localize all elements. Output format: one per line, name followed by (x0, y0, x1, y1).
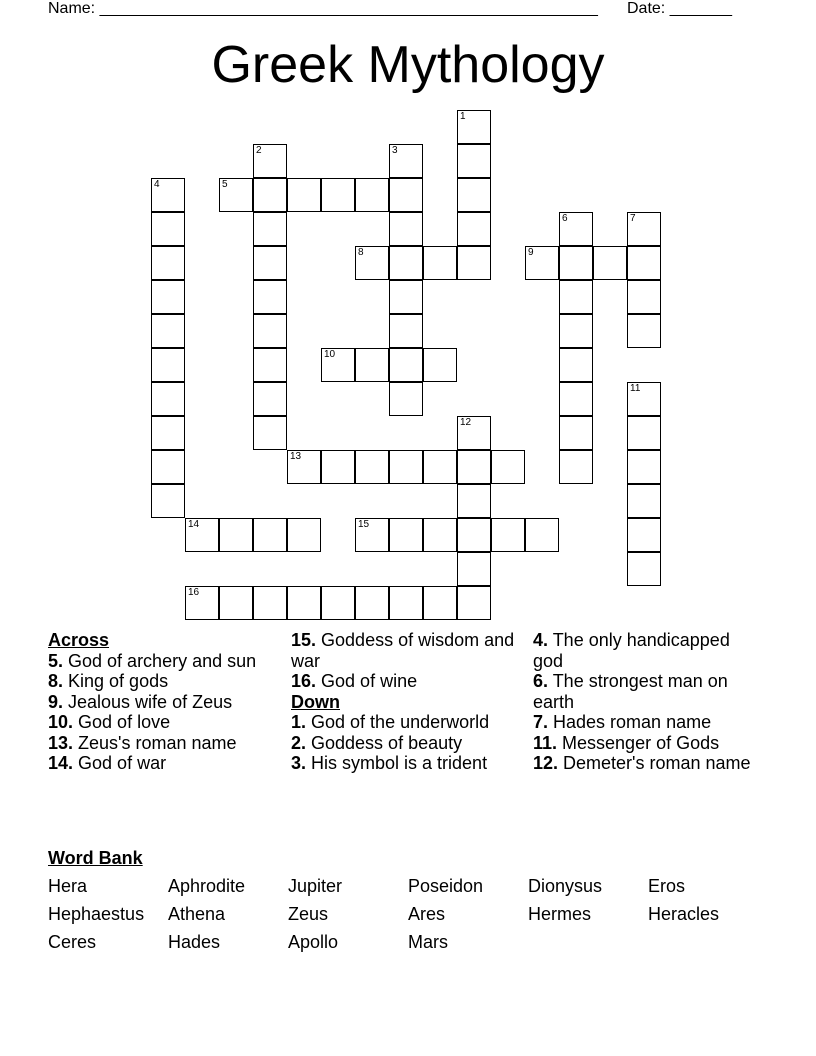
grid-cell[interactable] (627, 518, 661, 552)
across-clue (291, 630, 521, 671)
grid-cell[interactable] (321, 586, 355, 620)
grid-cell[interactable] (627, 450, 661, 484)
grid-cell[interactable] (253, 382, 287, 416)
clue-number: 7 (630, 213, 636, 224)
grid-cell[interactable] (559, 416, 593, 450)
grid-cell[interactable] (321, 348, 355, 382)
clue-text: God of the underworld (306, 712, 490, 732)
grid-cell[interactable] (627, 246, 661, 280)
grid-cell[interactable] (151, 178, 185, 212)
grid-cell[interactable] (321, 178, 355, 212)
clue-number: 12 (460, 417, 472, 428)
clue-number: 4 (154, 179, 160, 190)
down-clue (291, 712, 521, 733)
clue-number: 13 (290, 451, 302, 462)
clue-text: God of war (73, 753, 167, 773)
grid-cell[interactable] (253, 178, 287, 212)
grid-cell[interactable] (423, 246, 457, 280)
grid-cell[interactable] (355, 518, 389, 552)
grid-cell[interactable] (151, 484, 185, 518)
word-bank-item: Mars (408, 932, 448, 952)
grid-cell[interactable] (559, 246, 593, 280)
clue-text: God of love (73, 712, 171, 732)
word-bank-item: Apollo (288, 932, 339, 952)
clue-num: 2. (291, 732, 307, 753)
grid-cell[interactable] (253, 348, 287, 382)
clue-text: Goddess of beauty (306, 732, 463, 753)
clue-number: 14 (188, 519, 200, 530)
clue-number: 1 (460, 111, 466, 122)
clue-num: 11. (533, 732, 558, 753)
clues-column-2 (291, 630, 521, 774)
grid-cell[interactable] (185, 518, 219, 552)
clue-number: 15 (358, 519, 370, 530)
grid-cell[interactable] (627, 552, 661, 586)
name-label: Name: ________________________________________________________ (48, 0, 598, 17)
clue-num: 3. (291, 753, 307, 773)
grid-cell[interactable] (287, 450, 321, 484)
grid-cell[interactable] (253, 246, 287, 280)
down-clue (291, 733, 521, 754)
grid-cell[interactable] (559, 314, 593, 348)
clue-text: Hades roman name (548, 712, 712, 732)
word-bank-item: Hades (168, 932, 221, 952)
clues-column-3 (533, 630, 763, 774)
clue-text: God of wine (316, 671, 418, 691)
clue-number: 5 (222, 179, 228, 190)
grid-cell[interactable] (151, 314, 185, 348)
grid-cell[interactable] (627, 212, 661, 246)
clue-number: 10 (324, 349, 336, 360)
grid-cell[interactable] (457, 110, 491, 144)
down-clue (533, 753, 763, 774)
clue-num: 9. (48, 691, 64, 712)
grid-cell[interactable] (491, 450, 525, 484)
grid-cell[interactable] (627, 280, 661, 314)
clue-text: His symbol is a trident (306, 753, 488, 773)
clue-num: 4. (533, 630, 549, 650)
grid-cell[interactable] (389, 178, 423, 212)
grid-cell[interactable] (355, 178, 389, 212)
word-bank-heading: Word Bank (48, 848, 143, 868)
grid-cell[interactable] (457, 450, 491, 484)
grid-cell[interactable] (559, 450, 593, 484)
grid-cell[interactable] (151, 246, 185, 280)
clue-text: Goddess of wisdom and war (291, 630, 515, 671)
grid-cell[interactable] (151, 212, 185, 246)
grid-cell[interactable] (253, 416, 287, 450)
clue-num: 10. (48, 712, 74, 732)
grid-cell[interactable] (253, 144, 287, 178)
grid-cell[interactable] (627, 416, 661, 450)
down-clue (533, 733, 763, 754)
grid-cell[interactable] (389, 280, 423, 314)
word-bank-item: Ares (408, 904, 446, 924)
across-clue (48, 692, 278, 713)
across-clue (48, 671, 278, 692)
word-bank-item: Dionysus (528, 876, 603, 896)
clue-num: 1. (291, 712, 307, 732)
grid-cell[interactable] (559, 280, 593, 314)
grid-cell[interactable] (457, 416, 491, 450)
grid-cell[interactable] (253, 212, 287, 246)
grid-cell[interactable] (253, 314, 287, 348)
down-clue (533, 630, 763, 671)
grid-cell[interactable] (151, 450, 185, 484)
grid-cell[interactable] (389, 518, 423, 552)
clue-text: Demeter's roman name (558, 753, 751, 773)
word-bank-item: Eros (648, 876, 686, 896)
grid-cell[interactable] (627, 314, 661, 348)
grid-cell[interactable] (627, 382, 661, 416)
across-clue (48, 733, 278, 754)
grid-cell[interactable] (151, 348, 185, 382)
word-bank-item: Hephaestus (48, 904, 145, 924)
grid-cell[interactable] (287, 586, 321, 620)
grid-cell[interactable] (593, 246, 627, 280)
across-clue (291, 671, 521, 692)
clue-text: The strongest man on earth (533, 671, 728, 712)
word-bank-item: Hermes (528, 904, 592, 924)
clue-num: 13. (48, 732, 74, 753)
grid-cell[interactable] (423, 450, 457, 484)
grid-cell[interactable] (389, 314, 423, 348)
across-clue (48, 753, 278, 774)
clue-number: 16 (188, 587, 200, 598)
grid-cell[interactable] (559, 212, 593, 246)
word-bank-item: Zeus (288, 904, 329, 924)
clue-text: Zeus's roman name (73, 732, 237, 753)
grid-cell[interactable] (457, 484, 491, 518)
grid-cell[interactable] (627, 484, 661, 518)
across-heading: Across (48, 630, 110, 650)
grid-cell[interactable] (185, 586, 219, 620)
grid-cell[interactable] (525, 246, 559, 280)
clue-num: 8. (48, 671, 64, 691)
word-bank-item: Aphrodite (168, 876, 246, 896)
clue-text: Messenger of Gods (557, 732, 720, 753)
grid-cell[interactable] (253, 280, 287, 314)
clue-num: 14. (48, 753, 74, 773)
grid-cell[interactable] (355, 246, 389, 280)
clue-num: 5. (48, 650, 64, 671)
grid-cell[interactable] (389, 212, 423, 246)
grid-cell[interactable] (389, 144, 423, 178)
grid-cell[interactable] (253, 586, 287, 620)
grid-cell[interactable] (423, 518, 457, 552)
grid-cell[interactable] (355, 450, 389, 484)
clue-text: God of archery and sun (63, 650, 257, 671)
page-title: Greek Mythology (211, 36, 605, 94)
grid-cell[interactable] (457, 586, 491, 620)
clue-number: 9 (528, 247, 534, 258)
grid-cell[interactable] (151, 382, 185, 416)
grid-cell[interactable] (423, 348, 457, 382)
grid-cell[interactable] (355, 348, 389, 382)
word-bank-item: Hera (48, 876, 88, 896)
clue-num: 7. (533, 712, 549, 732)
grid-cell[interactable] (423, 586, 457, 620)
clue-number: 6 (562, 213, 568, 224)
clue-num: 15. (291, 630, 317, 650)
grid-cell[interactable] (389, 348, 423, 382)
across-clue (48, 712, 278, 733)
grid-cell[interactable] (219, 178, 253, 212)
down-clue (533, 671, 763, 712)
grid-cell[interactable] (389, 246, 423, 280)
grid-cell[interactable] (151, 280, 185, 314)
grid-cell[interactable] (457, 178, 491, 212)
grid-cell[interactable] (491, 518, 525, 552)
date-label: Date: _______ (627, 0, 732, 17)
grid-cell[interactable] (321, 450, 355, 484)
clue-number: 8 (358, 247, 364, 258)
clue-text: King of gods (63, 671, 169, 691)
clue-text: The only handicapped god (533, 630, 730, 671)
across-clue (48, 651, 278, 672)
grid-cell[interactable] (525, 518, 559, 552)
grid-cell[interactable] (253, 518, 287, 552)
grid-cell[interactable] (559, 382, 593, 416)
clues-column-1 (48, 630, 278, 774)
grid-cell[interactable] (355, 586, 389, 620)
grid-cell[interactable] (389, 450, 423, 484)
grid-cell[interactable] (457, 212, 491, 246)
grid-cell[interactable] (389, 382, 423, 416)
clue-text: Jealous wife of Zeus (63, 691, 233, 712)
grid-cell[interactable] (457, 246, 491, 280)
grid-cell[interactable] (457, 552, 491, 586)
clue-number: 11 (630, 383, 641, 394)
grid-cell[interactable] (457, 144, 491, 178)
clue-num: 16. (291, 671, 317, 691)
grid-cell[interactable] (559, 348, 593, 382)
word-bank-item: Heracles (648, 904, 720, 924)
down-clue (533, 712, 763, 733)
grid-cell[interactable] (457, 518, 491, 552)
clue-num: 12. (533, 753, 559, 773)
word-bank-item: Poseidon (408, 876, 484, 896)
grid-cell[interactable] (287, 178, 321, 212)
word-bank-item: Ceres (48, 932, 97, 952)
clue-number: 3 (392, 145, 398, 156)
grid-cell[interactable] (219, 586, 253, 620)
grid-cell[interactable] (151, 416, 185, 450)
grid-cell[interactable] (219, 518, 253, 552)
clue-num: 6. (533, 671, 549, 691)
grid-cell[interactable] (287, 518, 321, 552)
clue-number: 2 (256, 145, 262, 156)
word-bank-item: Jupiter (288, 876, 343, 896)
down-heading: Down (291, 691, 340, 712)
word-bank-item: Athena (168, 904, 226, 924)
grid-cell[interactable] (389, 586, 423, 620)
down-clue (291, 753, 521, 774)
